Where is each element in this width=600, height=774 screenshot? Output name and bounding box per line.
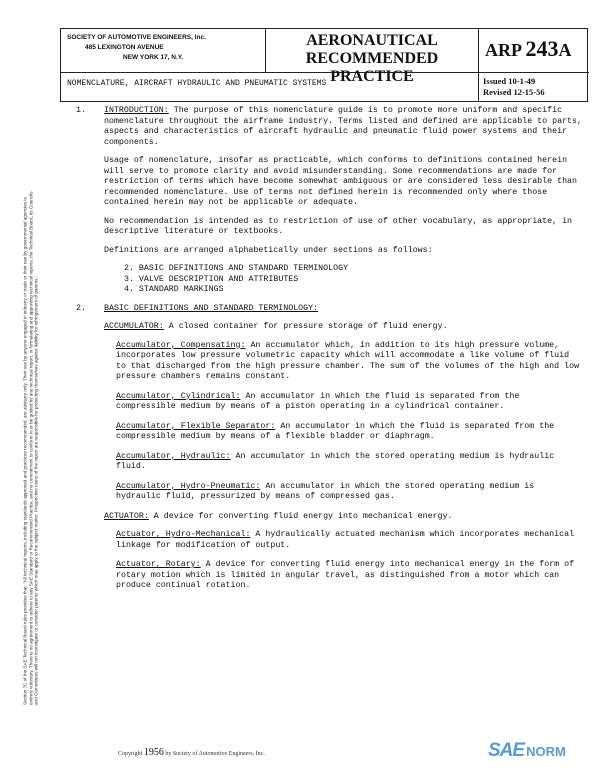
issued-date: Issued 10-1-49: [483, 76, 536, 86]
arp-number: 243: [525, 36, 559, 61]
definition-text: A device for converting fluid energy into mechanical energy in the form of rotary motion which is limited in angular travel, as distinguished from a motor which can produce continual rotation.: [116, 560, 575, 590]
document-type-title: [266, 29, 478, 85]
document-subject: NOMENCLATURE, AIRCRAFT HYDRAULIC AND PNEUMATIC SYSTEMS: [67, 79, 327, 88]
copyright-word: Copyright: [118, 751, 143, 757]
publisher-street: 485 LEXINGTON AVENUE: [85, 44, 164, 51]
title-line-2: RECOMMENDED PRACTICE: [305, 50, 439, 85]
document-body: [76, 106, 584, 601]
logo-sae: SAE: [488, 740, 525, 761]
definition-accumulator-compensating: [116, 341, 584, 383]
definition-accumulator-flexible-separator: [116, 422, 584, 443]
section-number: 1.: [76, 106, 86, 115]
section-heading: BASIC DEFINITIONS AND STANDARD TERMINOLOGY:: [104, 303, 319, 313]
publisher-block: [61, 29, 266, 73]
section-heading: INTRODUCTION:: [104, 106, 169, 115]
list-item: 2. BASIC DEFINITIONS AND STANDARD TERMINOLOGY: [124, 264, 349, 273]
copyright-year: 1956: [143, 747, 164, 758]
term: ACTUATOR:: [104, 511, 149, 521]
legal-sidebar-text: Section 7C of the SAE Technical Board rules provides that: "All technical reports, including standards approved and practices recommended, are advisory only. Their use by anyone engaged in industry or trade or their use by governmental agencies is entirely voluntary. There is no agreement to adhere to any SAE Standard or Recommended Practice, and no commitment to conform to or be guided by any technical report. In formulating and approving technical reports, the Technical Board, its Councils and Committees will not investigate or consider patents which may apply to the subject matter. Prospective users of the report are responsible for protecting themselves against liability for infringement of patents.": [22, 191, 39, 705]
definition-text: An accumulator in which the fluid is separated from the compressible medium by means of a piston operating in a cylindrical container.: [116, 391, 520, 411]
intro-text: The purpose of this nomenclature guide is to promote more uniform and specific nomenclature throughout the airframe industry. Terms listed and defined are applicable to parts, aspects and characteristics of aircraft hydraulic and pneumatic fluid power systems and their components.: [104, 106, 582, 147]
definition-actuator: [104, 512, 584, 523]
section-list: [104, 264, 584, 296]
publisher-name: SOCIETY OF AUTOMOTIVE ENGINEERS, Inc.: [67, 34, 206, 41]
intro-paragraph: [104, 106, 584, 148]
paragraph-restriction: No recommendation is intended as to restriction of use of other vocabulary, as appropriate, in descriptive literature or textbooks.: [104, 216, 573, 236]
term: Accumulator, Cylindrical:: [116, 391, 241, 401]
list-item: 4. STANDARD MARKINGS: [124, 285, 224, 294]
issue-dates: [478, 73, 589, 101]
definition-text: A device for converting fluid energy into mechanical energy.: [153, 511, 453, 521]
term: ACCUMULATOR:: [104, 322, 164, 331]
sae-norm-logo: [488, 740, 596, 766]
term: Actuator, Rotary:: [116, 560, 201, 569]
definition-text: An accumulator in which the stored operating medium is hydraulic fluid.: [116, 451, 555, 471]
definition-accumulator-hydro-pneumatic: [116, 482, 584, 503]
arp-designation: [478, 29, 589, 73]
definition-actuator-rotary: [116, 560, 584, 592]
arp-suffix: A: [558, 40, 572, 60]
definition-text: A hydraulically actuated mechanism which incorporates mechanical linkage for modification of output.: [116, 530, 575, 550]
list-item: 3. VALVE DESCRIPTION AND ATTRIBUTES: [124, 274, 299, 284]
definition-text: A closed container for pressure storage of fluid energy.: [168, 322, 448, 331]
term: Actuator, Hydro-Mechanical:: [116, 530, 251, 539]
section-number: 2.: [76, 303, 86, 313]
definition-text: An accumulator which, in addition to its high pressure volume, incorporates low pressure volumetric capacity which will accommodate a like volume of fluid to that discharged from the high pressure chamber. The sum of the volumes of the high and low pressure chambers remains constant.: [116, 340, 580, 381]
section-introduction: [76, 106, 584, 296]
paragraph-usage: Usage of nomenclature, insofar as practicable, which conforms to definitions contained herein will serve to promote clarity and avoid misunderstanding. Some recommendations are made for restriction of terms which have become somewhat ambiguous or are considered less desirable than recommended nomenclature. Use of terms not defined herein is recommended only where those contained herein may not be applicable or adequate.: [104, 156, 577, 207]
title-line-1: AERONAUTICAL: [306, 32, 438, 49]
copyright-holder: by Society of Automotive Engineers, Inc.: [165, 751, 265, 757]
arp-prefix: ARP: [485, 40, 521, 60]
term: Accumulator, Compensating:: [116, 340, 246, 350]
term: Accumulator, Flexible Separator:: [116, 421, 276, 431]
definition-accumulator: [104, 322, 584, 333]
document-header: [60, 28, 588, 102]
term: Accumulator, Hydro-Pneumatic:: [116, 481, 261, 491]
definition-accumulator-cylindrical: [116, 392, 584, 413]
copyright-notice: [118, 747, 265, 758]
legal-sidebar: [4, 175, 58, 715]
definition-text: An accumulator in which the stored operating medium is hydraulic fluid, pressurized by means of compressed gas.: [116, 481, 535, 501]
revised-date: Revised 12-15-56: [483, 87, 545, 97]
term: Accumulator, Hydraulic:: [116, 451, 231, 461]
definition-actuator-hydro-mechanical: [116, 530, 584, 551]
logo-norm: NORM: [526, 744, 566, 759]
definition-accumulator-hydraulic: [116, 452, 584, 473]
paragraph-arrangement: Definitions are arranged alphabetically under sections as follows:: [104, 245, 433, 255]
definition-text: An accumulator in which the fluid is separated from the compressible medium by means of a flexible bladder or diaphragm.: [116, 421, 555, 441]
section-basic-definitions: [76, 304, 584, 592]
publisher-city: NEW YORK 17, N.Y.: [123, 54, 184, 61]
